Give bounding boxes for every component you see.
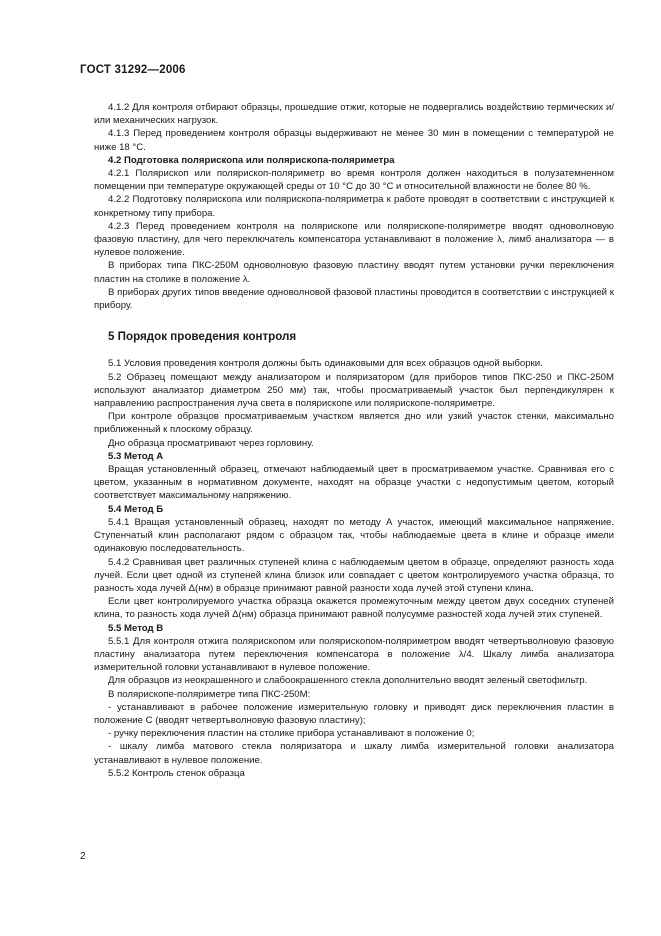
paragraph: 4.2.3 Перед проведением контроля на полярископе или полярископе-поляриметре вводят одноволновую фазовую пластину, для чего переключатель компенсатора устанавливают в положение λ, лимб анализатора — в нулевое положение.	[94, 220, 614, 259]
paragraph: Вращая установленный образец, отмечают наблюдаемый цвет в просматриваемом участке. Сравнивая его с цветом, указанным в нормативном документе, находят на образце участки с недопустимым цветом, который соответствует максимальному напряжению.	[94, 464, 614, 502]
paragraph: Дно образца просматривают через горловину.	[108, 437, 314, 449]
subsection-heading: 5.5 Метод В	[108, 622, 164, 634]
paragraph: В приборах типа ПКС-250М одноволновую фазовую пластину вводят путем установки ручки переключения пластин на столике в положение λ.	[94, 260, 614, 285]
list-item: - ручку переключения пластин на столике прибора устанавливают в положение 0;	[108, 728, 475, 740]
list-item: - устанавливают в рабочее положение измерительную головку и приводят диск переключения пластин в положение С (вводят четвертьволновую фазовую пластину);	[94, 701, 614, 726]
paragraph: 5.1 Условия проведения контроля должны быть одинаковыми для всех образцов одной выборки.	[108, 358, 543, 370]
subsection-heading: 5.4 Метод Б	[108, 503, 164, 515]
paragraph: Если цвет контролируемого участка образца окажется промежуточным между цветом двух соседних ступеней клина, то разность хода лучей Δ(нм) образца принимают равной полусумме разностей хода лучей этих ступеней.	[94, 596, 614, 621]
paragraph: При контроле образцов просматриваемым участком является дно или узкий участок стенки, максимально приближенный к плоскому образцу.	[94, 411, 614, 436]
paragraph: В приборах других типов введение одноволновой фазовой пластины проводится в соответствии с инструкцией к прибору.	[94, 286, 614, 312]
paragraph: В полярископе-поляриметре типа ПКС-250М:	[108, 688, 311, 700]
paragraph: 5.2 Образец помещают между анализатором и поляризатором (для приборов типов ПКС-250 и ПКС-250М используют анализатор диаметром 250 мм) так, чтобы просматриваемый участок был перпендикулярен к направлению распространения луча света в полярископе или полярископе-поляриметре.	[94, 371, 614, 410]
paragraph: 5.4.2 Сравнивая цвет различных ступеней клина с наблюдаемым цветом в образце, определяют разность хода лучей. Если цвет одной из ступеней клина близок или совпадает с цветом контролируемого участка образца, то разность хода лучей Δ(нм) в образце принимают равной разности хода лучей этой ступени клина.	[94, 556, 614, 594]
paragraph: 4.1.3 Перед проведением контроля образцы выдерживают не менее 30 мин в помещении с температурой не ниже 18 °С.	[94, 128, 614, 153]
document-body	[94, 101, 614, 780]
document-header: ГОСТ 31292—2006	[80, 64, 186, 76]
paragraph: 5.5.1 Для контроля отжига полярископом или полярископом-поляриметром вводят четвертьволновую фазовую пластину анализатора путем переключения компенсатора в положение λ/4. Шкалу лимба анализатора измерительной головки устанавливают в нулевое положение.	[94, 635, 614, 674]
paragraph: 4.1.2 Для контроля отбирают образцы, прошедшие отжиг, которые не подвергались воздействию термических и/или механических нагрузок.	[94, 102, 614, 127]
page-number: 2	[80, 851, 86, 862]
paragraph: 5.4.1 Вращая установленный образец, находят по методу А участок, имеющий максимальное напряжение. Ступенчатый клин располагают рядом с образцом так, чтобы наблюдаемые цвета в клине и образце имели одинаковую последовательность.	[94, 516, 614, 555]
paragraph: Для образцов из неокрашенного и слабоокрашенного стекла дополнительно вводят зеленый светофильтр.	[108, 675, 588, 687]
list-item: - шкалу лимба матового стекла поляризатора и шкалу лимба измерительной головки анализатора устанавливают в нулевое положение.	[94, 741, 614, 766]
subsection-heading: 4.2 Подготовка полярископа или полярископа-поляриметра	[108, 154, 395, 166]
paragraph: 5.5.2 Контроль стенок образца	[108, 767, 245, 779]
subsection-heading: 5.3 Метод А	[108, 450, 164, 462]
section-heading: 5 Порядок проведения контроля	[108, 330, 297, 344]
paragraph: 4.2.1 Полярископ или полярископ-поляриметр во время контроля должен находиться в полузатемненном помещении при температуре окружающей среды от 10 °С до 30 °С и относительной влажности не более 80 %.	[94, 168, 614, 193]
paragraph: 4.2.2 Подготовку полярископа или полярископа-поляриметра к работе проводят в соответствии с инструкцией к конкретному типу прибора.	[94, 194, 614, 219]
